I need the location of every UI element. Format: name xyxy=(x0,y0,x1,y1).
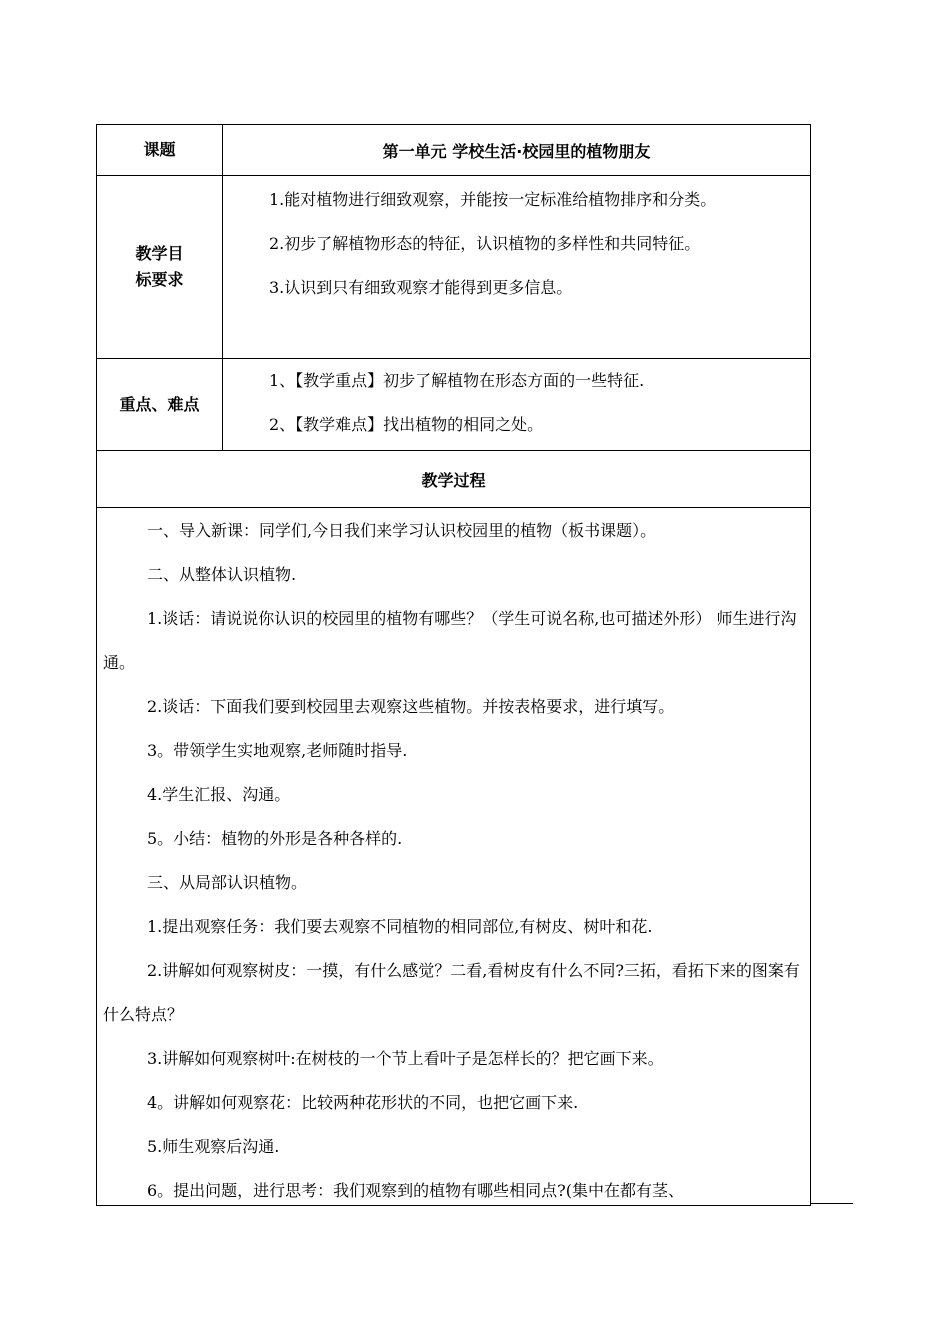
keypoint-item: 2、【教学难点】找出植物的相同之处。 xyxy=(269,415,544,434)
objectives-row xyxy=(96,175,811,358)
process-step: 二、从整体认识植物. xyxy=(147,565,297,584)
process-step: 6。提出问题，进行思考：我们观察到的植物有哪些相同点?(集中在都有茎、 xyxy=(147,1181,685,1200)
keypoint-item: 1、【教学重点】初步了解植物在形态方面的一些特征. xyxy=(269,371,645,390)
objectives-label-line2: 标要求 xyxy=(135,270,184,289)
objectives-label-line1: 教学目 xyxy=(135,244,184,263)
objective-item: 3.认识到只有细致观察才能得到更多信息。 xyxy=(269,278,573,297)
objective-item: 2.初步了解植物形态的特征，认识植物的多样性和共同特征。 xyxy=(269,234,701,253)
process-step: 1.提出观察任务：我们要去观察不同植物的相同部位,有树皮、树叶和花. xyxy=(147,917,653,936)
process-step: 5。小结：植物的外形是各种各样的. xyxy=(147,829,403,848)
lesson-plan-table xyxy=(96,124,811,1206)
process-step: 2.讲解如何观察树皮：一摸，有什么感觉？二看,看树皮有什么不同?三拓，看拓下来的图案有什么特点？ xyxy=(103,961,800,1024)
topic-row xyxy=(96,124,811,175)
process-step: 3.讲解如何观察树叶:在树枝的一个节上看叶子是怎样长的？把它画下来。 xyxy=(147,1049,664,1068)
process-step: 一、导入新课：同学们,今日我们来学习认识校园里的植物（板书课题）。 xyxy=(147,521,657,540)
keypoints-label: 重点、难点 xyxy=(97,359,223,450)
objectives-content xyxy=(223,176,810,358)
objective-item: 1.能对植物进行细致观察，并能按一定标准给植物排序和分类。 xyxy=(269,190,717,209)
process-step: 1.谈话：请说说你认识的校园里的植物有哪些？（学生可说名称,也可描述外形） 师生进行沟通。 xyxy=(103,609,797,672)
keypoints-row xyxy=(96,358,811,450)
process-title: 教学过程 xyxy=(96,450,811,507)
topic-label: 课题 xyxy=(97,125,223,175)
keypoints-content xyxy=(223,359,810,450)
objectives-label xyxy=(97,176,223,358)
process-step: 三、从局部认识植物。 xyxy=(147,873,308,892)
topic-value: 第一单元 学校生活·校园里的植物朋友 xyxy=(382,141,651,161)
process-step: 2.谈话：下面我们要到校园里去观察这些植物。并按表格要求，进行填写。 xyxy=(147,697,675,716)
process-step: 5.师生观察后沟通. xyxy=(147,1137,280,1156)
footer-rule xyxy=(811,1203,853,1204)
process-step: 4.学生汇报、沟通。 xyxy=(147,785,291,804)
process-step: 4。讲解如何观察花：比较两种花形状的不同，也把它画下来. xyxy=(147,1093,579,1112)
process-step: 3。带领学生实地观察,老师随时指导. xyxy=(147,741,408,760)
process-content xyxy=(96,507,811,1206)
